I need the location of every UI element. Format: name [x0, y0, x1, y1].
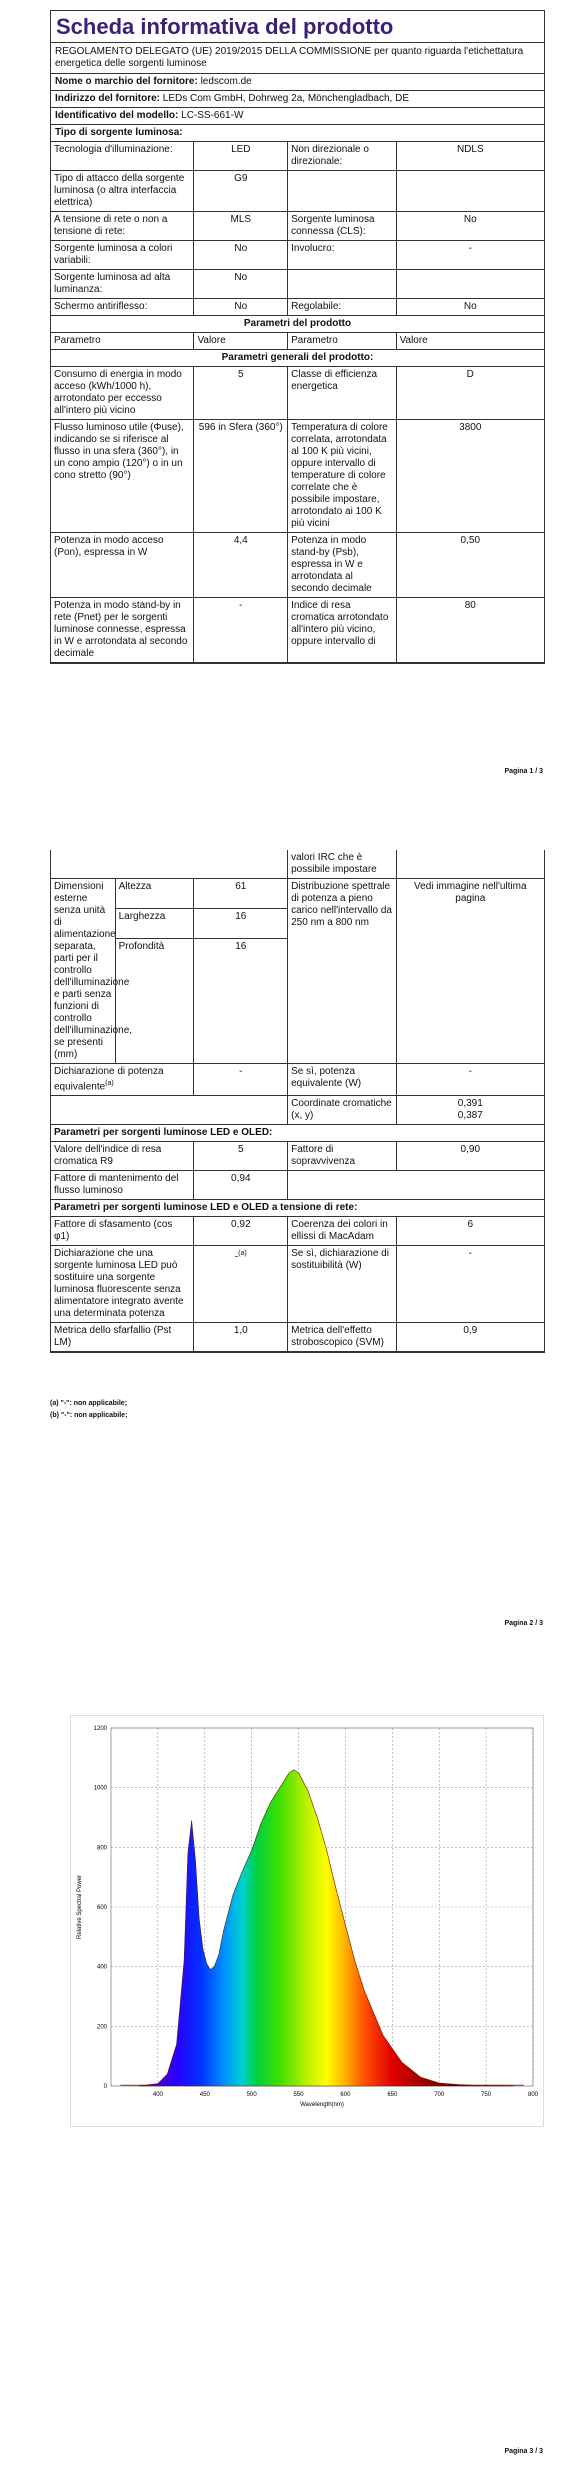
footnote-ref: (a): [238, 1250, 247, 1258]
table-cell: Classe di efficienza energetica: [288, 367, 396, 420]
general-parameters-heading: Parametri generali del prodotto:: [51, 350, 544, 367]
table-cell: [51, 850, 288, 879]
table-cell: Se sì, dichiarazione di sostituibilità (W): [288, 1246, 396, 1323]
column-header: Parametro: [288, 333, 396, 350]
table-row: [51, 1246, 544, 1323]
x-tick-label: 700: [434, 2092, 445, 2098]
column-header: Parametro: [51, 333, 194, 350]
table-cell: Temperatura di colore correlata, arrotondata al 100 K più vicini, oppure intervallo di temperature di colore correlate che è possibile impostare, arrotondato ai 100 K più vicini: [288, 420, 396, 533]
table-cell: No: [194, 241, 288, 270]
table-cell: Valore dell'indice di resa cromatica R9: [51, 1142, 194, 1171]
table-cell: Fattore di sfasamento (cos φ1): [51, 1217, 194, 1246]
table-cell: [288, 171, 396, 212]
table-cell: Regolabile:: [288, 299, 396, 316]
x-tick-label: 750: [481, 2092, 492, 2098]
table-cell: Fattore di sopravvivenza: [288, 1142, 396, 1171]
chromaticity-x: 0,391: [457, 1098, 483, 1110]
spectrum-area: [139, 1770, 514, 2086]
y-tick-label: 0: [103, 2084, 107, 2090]
table-cell: LED: [194, 142, 288, 171]
table-cell: Tipo di attacco della sorgente luminosa (o altra interfaccia elettrica): [51, 171, 194, 212]
table-cell: 4,4: [194, 533, 288, 598]
table-row: [51, 420, 544, 533]
page-2: [0, 850, 585, 1650]
table-cell: Metrica dell'effetto stroboscopico (SVM): [288, 1323, 396, 1352]
table-cell: 1,0: [194, 1323, 288, 1352]
table-row: [51, 598, 544, 663]
y-axis-label: Relative Spectral Power: [77, 1874, 83, 1940]
product-parameters-table: [51, 142, 544, 663]
table-cell: Indice di resa cromatica arrotondato all'intero più vicino, oppure intervallo di: [288, 598, 396, 663]
table-cell: No: [194, 299, 288, 316]
table-row: [51, 879, 544, 909]
supplier-address: LEDs Com GmbH, Dohrweg 2a, Mönchengladbach, DE: [162, 93, 410, 104]
table-cell: Fattore di mantenimento del flusso luminoso: [51, 1171, 194, 1200]
table-row: [51, 171, 544, 212]
table-cell: Potenza in modo stand-by (Psb), espressa in W e arrotondata al secondo decimale: [288, 533, 396, 598]
led-mains-heading: Parametri per sorgenti luminose LED e OLED a tensione di rete:: [51, 1200, 544, 1217]
table-row: [51, 142, 544, 171]
table-cell: 0,92: [194, 1217, 288, 1246]
table-cell: -: [194, 598, 288, 663]
table-cell: 6: [396, 1217, 544, 1246]
table-cell: Profondità: [115, 939, 194, 1064]
supplier-name-label: Nome o marchio del fornitore:: [55, 76, 198, 87]
table-cell: [51, 1064, 194, 1096]
page-number: Pagina 3 / 3: [504, 2448, 543, 2455]
table-row: [51, 1064, 544, 1096]
x-tick-label: 400: [152, 2092, 163, 2098]
table-row: [51, 1323, 544, 1352]
table-cell: [396, 270, 544, 299]
y-tick-label: 400: [96, 1964, 107, 1971]
table-row: [51, 241, 544, 270]
spectral-distribution-label: Distribuzione spettrale di potenza a pieno carico nell'intervallo da 250 nm a 800 nm: [288, 879, 396, 1064]
table-cell: [194, 1246, 288, 1323]
table-cell: [396, 850, 544, 879]
table-cell: Non direzionale o direzionale:: [288, 142, 396, 171]
table-cell: 596 in Sfera (360°): [194, 420, 288, 533]
table-cell: -: [194, 1064, 288, 1096]
footnote-b: (b) "-": non applicabile;: [50, 1412, 128, 1419]
table-cell: Coordinate cromatiche (x, y): [288, 1096, 396, 1125]
table-cell: [288, 270, 396, 299]
table-cell: Sorgente luminosa a colori variabili:: [51, 241, 194, 270]
table-row: [51, 1142, 544, 1171]
table-cell: NDLS: [396, 142, 544, 171]
equivalent-power-label: Dichiarazione di potenza equivalente: [54, 1066, 164, 1093]
spectrum-svg: [71, 1716, 543, 2126]
table-cell: 16: [194, 909, 288, 939]
table-cell: 0,90: [396, 1142, 544, 1171]
column-header: Valore: [396, 333, 544, 350]
x-tick-label: 800: [527, 2092, 539, 2098]
table-cell: Sorgente luminosa ad alta luminanza:: [51, 270, 194, 299]
table-cell: D: [396, 367, 544, 420]
footnote-ref: (a): [105, 1080, 114, 1087]
x-tick-label: 650: [387, 2092, 398, 2098]
y-tick-label: 200: [96, 2024, 107, 2031]
chromaticity-y: 0,387: [457, 1110, 483, 1122]
table-cell: Coerenza dei colori in ellissi di MacAdam: [288, 1217, 396, 1246]
table-cell: [51, 1096, 288, 1125]
product-sheet-page-1: [50, 10, 545, 664]
section-heading-row: [51, 1125, 544, 1142]
supplier-address-row: [51, 91, 544, 108]
table-cell: Potenza in modo stand-by in rete (Pnet) per le sorgenti luminose connesse, espressa in W e arrotondata al secondo decimale: [51, 598, 194, 663]
y-tick-label: 1200: [93, 1726, 107, 1732]
table-cell: Dichiarazione che una sorgente luminosa LED può sostituire una sorgente luminosa fluorescente senza alimentatore integrato avente una determinata potenza: [51, 1246, 194, 1323]
model-id-row: [51, 108, 544, 125]
table-cell: Schermo antiriflesso:: [51, 299, 194, 316]
table-row: [51, 850, 544, 879]
spectral-distribution-value: Vedi immagine nell'ultima pagina: [396, 879, 544, 1064]
page-number: Pagina 2 / 3: [504, 1620, 543, 1627]
table-row: [51, 299, 544, 316]
table-row: [51, 1217, 544, 1246]
footnotes: [50, 1398, 127, 1422]
table-row: [51, 212, 544, 241]
x-tick-label: 500: [246, 2092, 257, 2098]
table-row: [51, 1171, 544, 1200]
x-axis-label: Wavelength(nm): [300, 2102, 344, 2108]
page-1: [0, 0, 585, 780]
table-cell: No: [396, 299, 544, 316]
x-tick-label: 600: [340, 2092, 351, 2098]
supplier-address-label: Indirizzo del fornitore:: [55, 93, 160, 104]
y-tick-label: 600: [96, 1905, 107, 1911]
document-title: Scheda informativa del prodotto: [51, 11, 544, 43]
table-cell: 0,50: [396, 533, 544, 598]
table-cell: 61: [194, 879, 288, 909]
table-row: [51, 270, 544, 299]
table-cell: Consumo di energia in modo acceso (kWh/1000 h), arrotondato per eccesso all'intero più vicino: [51, 367, 194, 420]
product-parameters-heading: Parametri del prodotto: [51, 316, 544, 333]
table-cell: -: [396, 1064, 544, 1096]
table-header-row: [51, 333, 544, 350]
spectral-distribution-chart: [70, 1715, 544, 2127]
x-tick-label: 550: [293, 2092, 304, 2098]
table-cell: -: [396, 241, 544, 270]
table-cell: Altezza: [115, 879, 194, 909]
table-cell: [396, 171, 544, 212]
table-cell: Larghezza: [115, 909, 194, 939]
table-cell: 80: [396, 598, 544, 663]
supplier-name-row: [51, 74, 544, 91]
table-cell: 16: [194, 939, 288, 1064]
table-row: [51, 367, 544, 420]
table-cell: valori IRC che è possibile impostare: [288, 850, 396, 879]
table-cell: -: [396, 1246, 544, 1323]
table-cell: No: [396, 212, 544, 241]
product-sheet-page-2: [50, 850, 545, 1353]
y-tick-label: 1000: [93, 1785, 107, 1792]
table-cell: 0,94: [194, 1171, 288, 1200]
section-heading-row: [51, 350, 544, 367]
table-cell: 5: [194, 367, 288, 420]
page-number: Pagina 1 / 3: [504, 768, 543, 775]
table-cell: G9: [194, 171, 288, 212]
product-parameters-table-continued: [51, 850, 544, 1352]
table-cell: Potenza in modo acceso (Pon), espressa in W: [51, 533, 194, 598]
table-cell: Se sì, potenza equivalente (W): [288, 1064, 396, 1096]
source-type-heading: Tipo di sorgente luminosa:: [51, 125, 544, 142]
table-cell: No: [194, 270, 288, 299]
dimensions-label: Dimensioni esterne senza unità di alimentazione separata, parti per il controllo dell'illuminazione e parti senza funzioni di controllo dell'illuminazione, se presenti (mm): [51, 879, 115, 1064]
table-cell: Sorgente luminosa connessa (CLS):: [288, 212, 396, 241]
table-row: [51, 533, 544, 598]
footnote-a: (a) "-": non applicabile;: [50, 1400, 128, 1407]
section-heading-row: [51, 316, 544, 333]
led-oled-heading: Parametri per sorgenti luminose LED e OLED:: [51, 1125, 544, 1142]
section-heading-row: [51, 1200, 544, 1217]
table-row: [51, 1096, 544, 1125]
regulation-text: REGOLAMENTO DELEGATO (UE) 2019/2015 DELLA COMMISSIONE per quanto riguarda l'etichettatura energetica delle sorgenti luminose: [51, 43, 544, 74]
y-tick-label: 800: [96, 1845, 107, 1852]
table-cell: Metrica dello sfarfallio (Pst LM): [51, 1323, 194, 1352]
supplier-name: ledscom.de: [200, 76, 252, 87]
model-id-label: Identificativo del modello:: [55, 110, 179, 121]
table-cell: MLS: [194, 212, 288, 241]
table-cell: 3800: [396, 420, 544, 533]
model-id: LC-SS-661-W: [181, 110, 244, 121]
x-tick-label: 450: [199, 2092, 210, 2098]
table-cell: A tensione di rete o non a tensione di rete:: [51, 212, 194, 241]
column-header: Valore: [194, 333, 288, 350]
table-cell-value: -: [234, 1251, 239, 1263]
table-cell: 0,9: [396, 1323, 544, 1352]
table-cell: [396, 1096, 544, 1125]
table-cell: Tecnologia d'illuminazione:: [51, 142, 194, 171]
table-cell: Flusso luminoso utile (Φuse), indicando se si riferisce al flusso in una sfera (360°), in un cono ampio (120°) o in un cono stretto (90°): [51, 420, 194, 533]
table-cell: Involucro:: [288, 241, 396, 270]
table-cell: [288, 1171, 544, 1200]
table-cell: 5: [194, 1142, 288, 1171]
